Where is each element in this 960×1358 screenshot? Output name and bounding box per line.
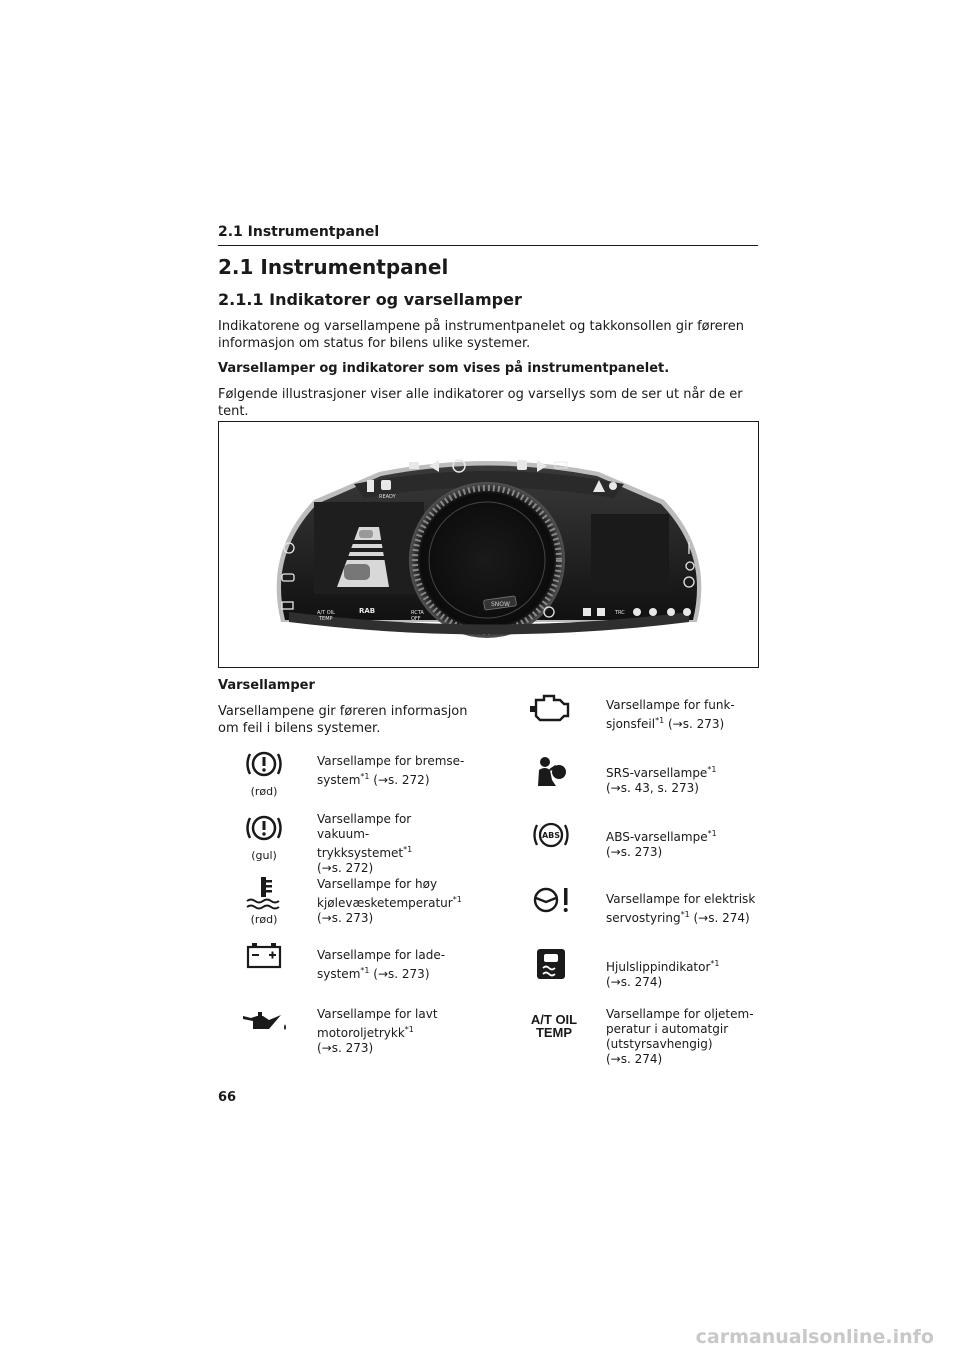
battery-icon: [239, 937, 289, 977]
instrument-cluster-illustration: [219, 422, 758, 667]
cluster-temp-label: TEMP: [319, 616, 333, 622]
brake-yellow-icon: [239, 810, 289, 850]
intro-illustration-note: Følgende illustrasjoner viser alle indikatorer og varsellys som de ser ut når de er tent.: [218, 387, 743, 419]
cluster-at-oil-label: A/T OIL: [317, 610, 335, 616]
abs-icon: [526, 815, 576, 855]
at-oil-temp-icon: A/T OIL TEMP: [530, 1012, 578, 1040]
steering-description: Varsellampe for elektrisk servostyring$^{*1}$ (→s. 274): [606, 892, 756, 925]
svg-text:ABS: ABS: [541, 831, 561, 840]
instrument-cluster-figure: [218, 421, 759, 668]
oil-can-icon: [239, 1002, 289, 1042]
oil-pressure-description: Varsellampe for lavt motoroljetrykk$^{*1}$ (→s. 273): [317, 1007, 438, 1055]
ready-label: READY: [379, 494, 396, 500]
slip-indicator-description: Hjulslippindikator$^{*1}$ (→s. 274): [606, 959, 720, 989]
warning-lamps-intro: Varsellampene gir føreren informasjon om feil i bilens systemer.: [218, 704, 468, 736]
engine-description: Varsellampe for funk- sjonsfeil$^{*1}$ (→s. 273): [606, 698, 735, 731]
cluster-trc-label: TRC: [615, 610, 625, 616]
brake-red-icon: [239, 746, 289, 786]
abs-description: ABS-varsellampe$^{*1}$ (→s. 273): [606, 829, 717, 859]
at-oil-temp-description: Varsellampe for oljetem- peratur i automatgir (utstyrsavhengig) (→s. 274): [606, 1007, 754, 1066]
snow-mode-label: SNOW: [491, 601, 510, 608]
warning-lamps-title: Varsellamper: [218, 678, 315, 693]
brake-red-description: Varsellampe for bremse- system$^{*1}$ (→s. 272): [317, 754, 465, 787]
battery-description: Varsellampe for lade- system$^{*1}$ (→s. 273): [317, 948, 446, 981]
header-rule: [218, 245, 758, 246]
section-heading: 2.1 Instrumentpanel: [218, 255, 449, 279]
engine-icon: [526, 688, 576, 728]
brake-red-label: (rød): [250, 785, 278, 798]
cluster-rcta-label: RCTA: [411, 610, 424, 616]
intro-bold-line: Varsellamper og indikatorer som vises på instrumentpanelet.: [218, 361, 670, 376]
intro-paragraph: Indikatorene og varsellampene på instrumentpanelet og takkonsollen gir føreren informasjon om status for bilens ulike systemer.: [218, 319, 744, 351]
coolant-temp-label: (rød): [250, 913, 278, 926]
brake-yellow-description: Varsellampe for vakuum- trykksystemet$^{*1}$ (→s. 272): [317, 812, 413, 875]
cluster-off-label: OFF: [411, 616, 421, 622]
steering-warning-icon: [526, 880, 576, 920]
running-header: 2.1 Instrumentpanel: [218, 224, 380, 240]
slip-indicator-icon: [526, 944, 576, 984]
coolant-temp-description: Varsellampe for høy kjølevæsketemperatur$^{*1}$ (→s. 273): [317, 877, 462, 925]
srs-airbag-icon: [526, 752, 576, 792]
cluster-rab-label: RAB: [359, 607, 376, 615]
page-number: 66: [218, 1090, 237, 1105]
brake-yellow-label: (gul): [251, 849, 277, 862]
srs-description: SRS-varsellampe$^{*1}$ (→s. 43, s. 273): [606, 765, 717, 795]
subsection-heading: 2.1.1 Indikatorer og varsellamper: [218, 290, 522, 309]
coolant-temp-icon: [239, 873, 289, 913]
watermark: carmanualsonline.info: [695, 1326, 934, 1348]
